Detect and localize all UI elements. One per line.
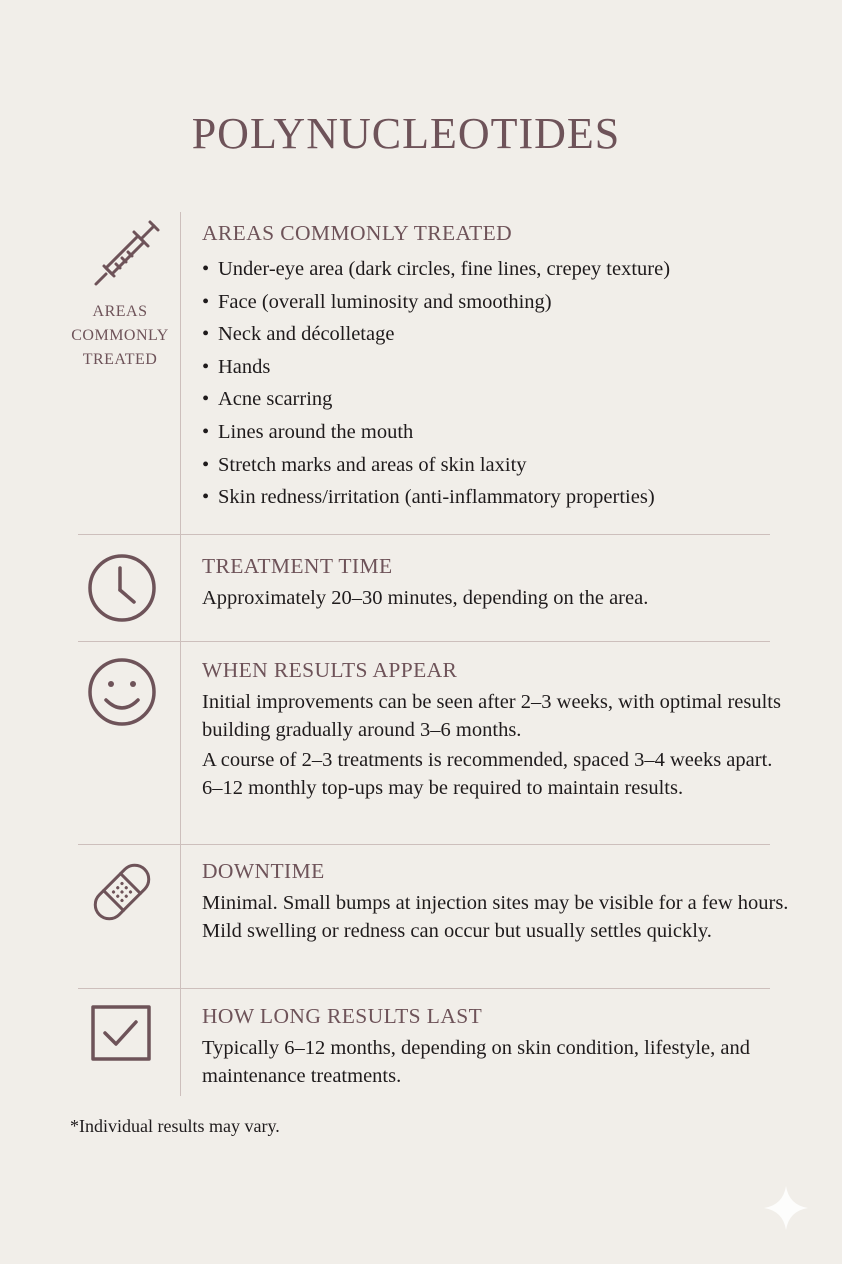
section-text: A course of 2–3 treatments is recommended, spaced 3–4 weeks apart. 6–12 monthly top-ups may be required to maintain results.: [202, 749, 773, 799]
list-item: • Acne scarring: [202, 383, 792, 416]
section-heading: DOWNTIME: [202, 859, 325, 883]
duration-section: [202, 1002, 792, 1090]
section-divider: [78, 844, 770, 845]
areas-section: [202, 219, 792, 514]
section-heading: HOW LONG RESULTS LAST: [202, 1004, 483, 1028]
smiley-icon: [86, 656, 158, 728]
results-section: [202, 656, 792, 802]
section-heading: WHEN RESULTS APPEAR: [202, 658, 458, 682]
list-item: • Hands: [202, 351, 792, 384]
list-item: • Stretch marks and areas of skin laxity: [202, 449, 792, 482]
downtime-section: [202, 857, 792, 945]
checkbox-icon: [90, 1004, 152, 1062]
section-text: Minimal. Small bumps at injection sites may be visible for a few hours. Mild swelling or redness can occur but usually settles quickly.: [202, 892, 789, 942]
page-title: POLYNUCLEOTIDES: [191, 109, 621, 158]
list-item: • Lines around the mouth: [202, 416, 792, 449]
time-section: [202, 552, 792, 612]
side-label: AREAS COMMONLY TREATED: [71, 303, 169, 368]
clock-icon: [86, 552, 158, 624]
section-text: Initial improvements can be seen after 2–3 weeks, with optimal results building gradually around 3–6 months.: [202, 691, 781, 741]
section-heading: AREAS COMMONLY TREATED: [202, 221, 513, 245]
footnote: *Individual results may vary.: [70, 1116, 280, 1136]
list-item: • Under-eye area (dark circles, fine lines, crepey texture): [202, 253, 792, 286]
areas-list: [202, 253, 792, 514]
list-item: • Neck and décolletage: [202, 318, 792, 351]
section-divider: [78, 641, 770, 642]
bandage-icon: [86, 856, 158, 928]
list-item: • Face (overall luminosity and smoothing): [202, 286, 792, 319]
syringe-icon: [90, 218, 162, 290]
section-text: Approximately 20–30 minutes, depending on the area.: [202, 587, 649, 609]
section-divider: [78, 988, 770, 989]
section-heading: TREATMENT TIME: [202, 554, 393, 578]
vertical-divider: [180, 212, 181, 1096]
sparkle-icon: [762, 1184, 810, 1236]
section-text: Typically 6–12 months, depending on skin condition, lifestyle, and maintenance treatments.: [202, 1037, 751, 1087]
section-divider: [78, 534, 770, 535]
list-item: • Skin redness/irritation (anti-inflammatory properties): [202, 481, 792, 514]
